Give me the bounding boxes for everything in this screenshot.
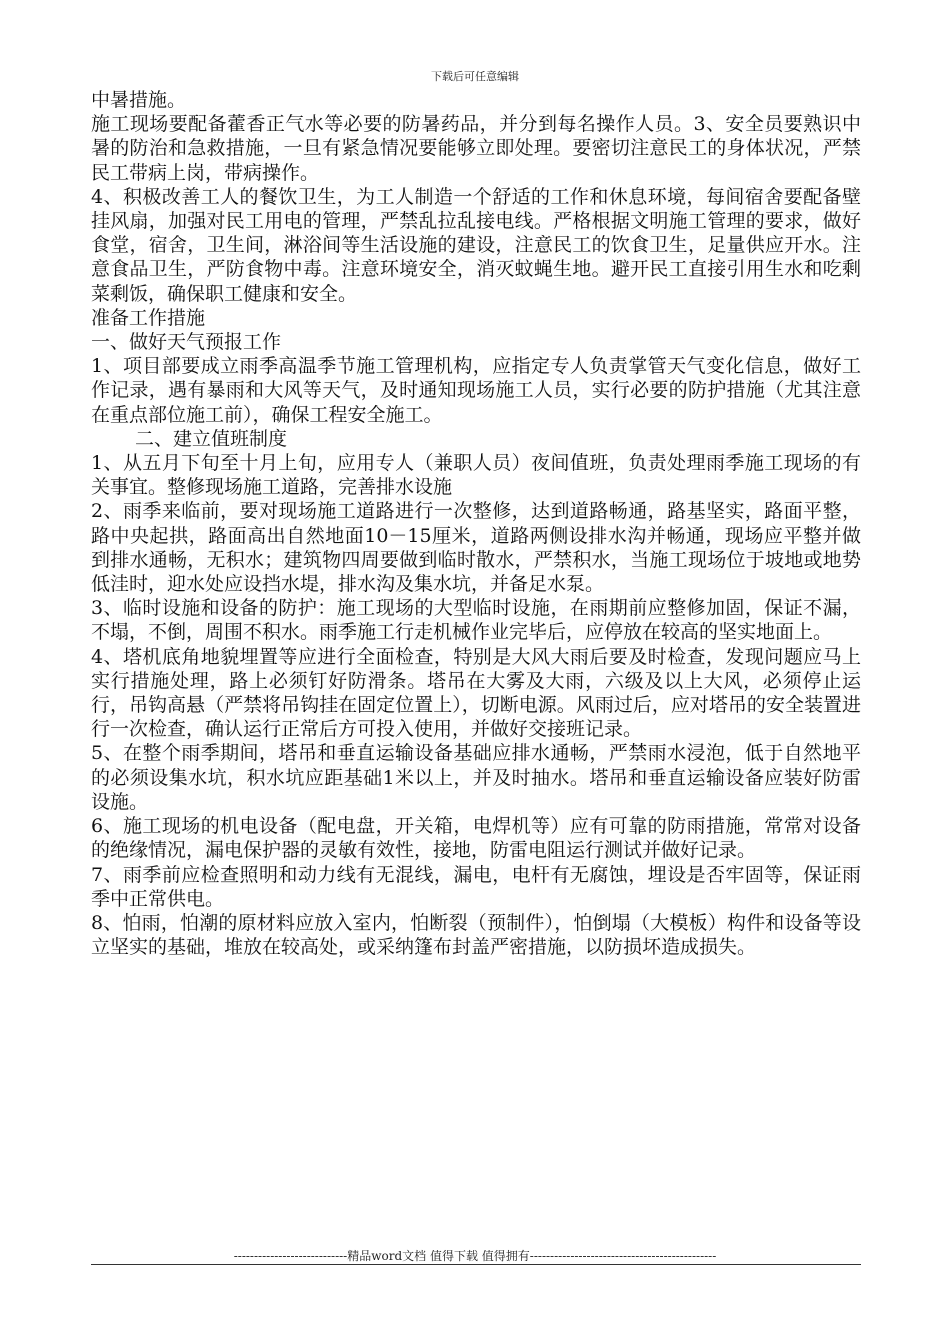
paragraph: 8、怕雨，怕潮的原材料应放入室内，怕断裂（预制件），怕倒塌（大模板）构件和设备等设立坚实的基础，堆放在较高处，或采纳篷布封盖严密措施，以防损坏造成损失。 [91,911,861,959]
footer-divider [91,1264,861,1265]
paragraph: 中暑措施。 [91,89,187,111]
paragraph: 1、项目部要成立雨季高温季节施工管理机构，应指定专人负责掌管天气变化信息，做好工作记录，遇有暴雨和大风等天气，及时通知现场施工人员，实行必要的防护措施（尤其注意在重点部位施工前），确保工程安全施工。 [91,355,861,426]
paragraph: 4、积极改善工人的餐饮卫生，为工人制造一个舒适的工作和休息环境，每间宿舍要配备壁挂风扇，加强对民工用电的管理，严禁乱拉乱接电线。严格根据文明施工管理的要求，做好食堂，宿舍，卫生间，淋浴间等生活设施的建设，注意民工的饮食卫生，足量供应开水。注意食品卫生，严防食物中毒。注意环境安全，消灭蚊蝇生地。避开民工直接引用生水和吃剩菜剩饭，确保职工健康和安全。 [91,185,861,305]
paragraph: 3、临时设施和设备的防护：施工现场的大型临时设施，在雨期前应整修加固，保证不漏，不塌，不倒，周围不积水。雨季施工行走机械作业完毕后，应停放在较高的坚实地面上。 [91,597,861,644]
paragraph: 施工现场要配备藿香正气水等必要的防暑药品，并分到每名操作人员。3、安全员要熟识中暑的防治和急救措施，一旦有紧急情况要能够立即处理。要密切注意民工的身体状况，严禁民工带病上岗，带病操作。 [91,113,861,184]
section-heading: 一、做好天气预报工作 [91,331,282,354]
paragraph: 5、在整个雨季期间，塔吊和垂直运输设备基础应排水通畅，严禁雨水浸泡，低于自然地平的必须设集水坑，积水坑应距基础1米以上，并及时抽水。塔吊和垂直运输设备应装好防雷设施。 [91,742,861,813]
paragraph: 2、雨季来临前，要对现场施工道路进行一次整修，达到道路畅通，路基坚实，路面平整，路中央起拱，路面高出自然地面10－15厘米，道路两侧设排水沟并畅通，现场应平整并做到排水通畅，无积水；建筑物四周要做到临时散水，严禁积水，当施工现场位于坡地或地势低洼时，迎水处应设挡水堤，排水沟及集水坑，并备足水泵。 [91,500,861,596]
section-heading: 准备工作措施 [91,306,206,329]
paragraph: 1、从五月下旬至十月上旬，应用专人（兼职人员）夜间值班，负责处理雨季施工现场的有关事宜。整修现场施工道路，完善排水设施 [91,452,861,499]
section-heading: 二、建立值班制度 [135,427,288,450]
page-footer: ----------------------------精品word文档 值得下载 值得拥有---------------------------------------------- [233,1249,717,1263]
paragraph: 6、施工现场的机电设备（配电盘，开关箱，电焊机等）应有可靠的防雨措施，常常对设备的绝缘情况，漏电保护器的灵敏有效性，接地，防雷电阻运行测试并做好记录。 [91,815,861,862]
document-body [91,88,861,959]
paragraph: 7、雨季前应检查照明和动力线有无混线，漏电，电杆有无腐蚀，埋设是否牢固等，保证雨季中正常供电。 [91,863,861,910]
page-header: 下载后可任意编辑 [431,70,519,83]
paragraph: 4、塔机底角地貌埋置等应进行全面检查，特别是大风大雨后要及时检查，发现问题应马上实行措施处理，路上必须钉好防滑条。塔吊在大雾及大雨，六级及以上大风，必须停止运行，吊钩高悬（严禁将吊钩挂在固定位置上），切断电源。风雨过后，应对塔吊的安全装置进行一次检查，确认运行正常后方可投入使用，并做好交接班记录。 [91,645,861,741]
